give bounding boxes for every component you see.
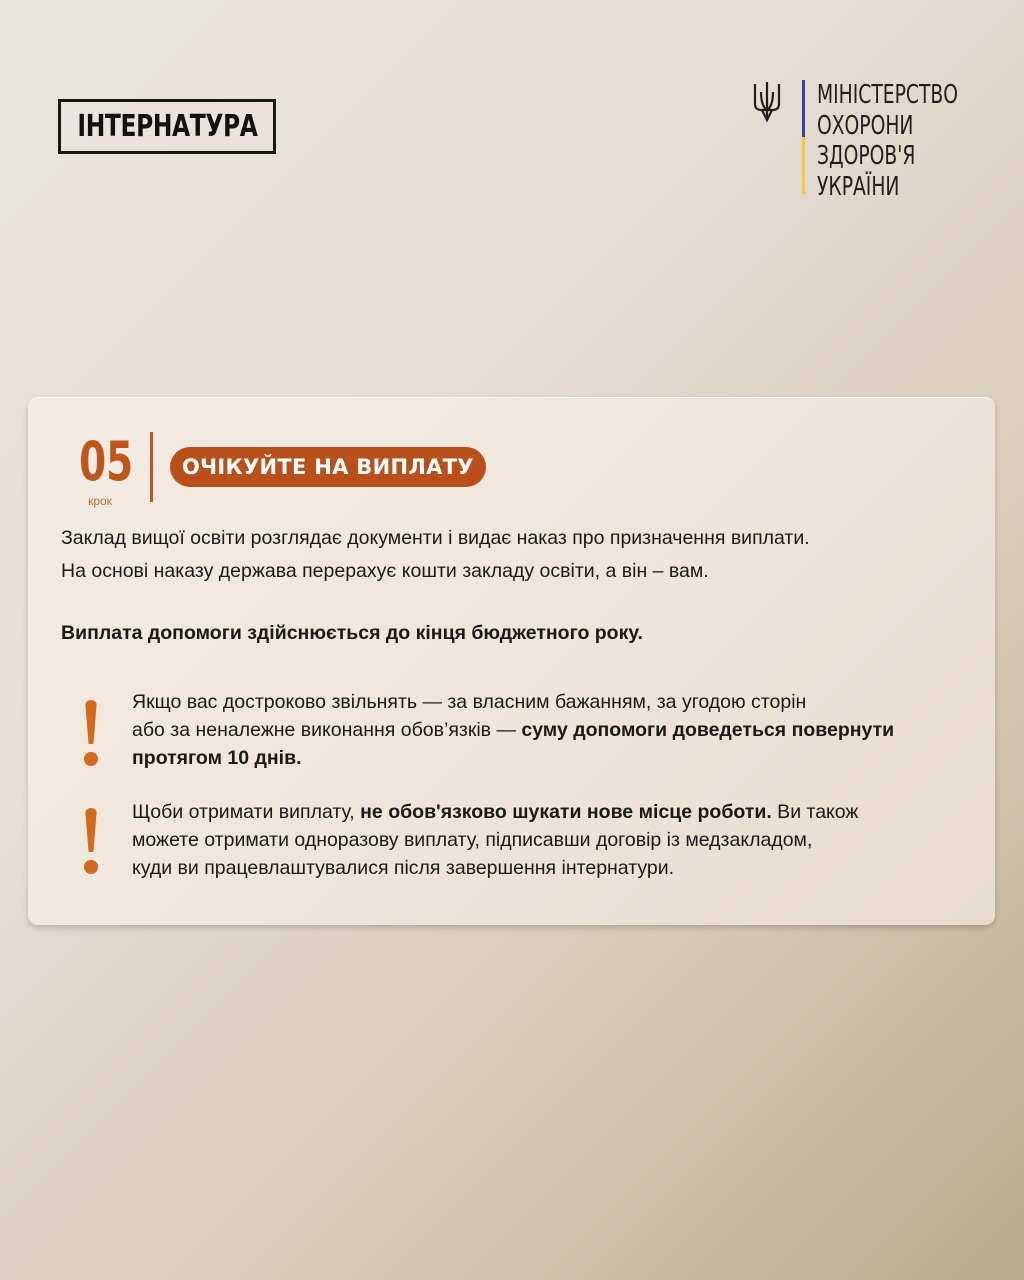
step-title: ОЧІКУЙТЕ НА ВИПЛАТУ: [182, 455, 474, 479]
note-1-line-3: протягом 10 днів.: [132, 747, 302, 769]
note-1-line-1: Якщо вас достроково звільнять — за власним бажанням, за угодою сторін: [132, 691, 807, 713]
step-label: крок: [88, 494, 112, 508]
ministry-logo: [752, 80, 1013, 202]
exclamation-icon: [80, 700, 102, 770]
exclamation-icon: [80, 808, 102, 878]
note-2-line-2: можете отримати одноразову виплату, підписавши договір із медзакладом,: [132, 829, 813, 851]
trident-icon: [752, 80, 782, 125]
section-title: ІНТЕРНАТУРА: [76, 109, 258, 144]
ministry-name: МІНІСТЕРСТВО ОХОРОНИ ЗДОРОВ'Я УКРАЇНИ: [817, 80, 958, 202]
bold-statement: Виплата допомоги здійснюється до кінця бюджетного року.: [61, 622, 643, 644]
flag-bar: [802, 80, 805, 194]
paragraph-line-2: На основі наказу держава перерахує кошти закладу освіти, а він – вам.: [61, 560, 709, 582]
step-number: 05: [79, 430, 134, 493]
note-2-line-1: Щоби отримати виплату, не обов'язково шукати нове місце роботи. Ви також: [132, 801, 859, 823]
step-divider: [150, 432, 153, 502]
note-1-line-2: або за неналежне виконання обов’язків — суму допомоги доведеться повернути: [132, 719, 895, 741]
paragraph-line-1: Заклад вищої освіти розглядає документи і видає наказ про призначення виплати.: [61, 527, 810, 549]
step-title-pill: [170, 447, 486, 487]
note-2-line-3: куди ви працевлаштувалися після завершення інтернатури.: [132, 857, 675, 879]
section-title-box: [58, 99, 276, 154]
